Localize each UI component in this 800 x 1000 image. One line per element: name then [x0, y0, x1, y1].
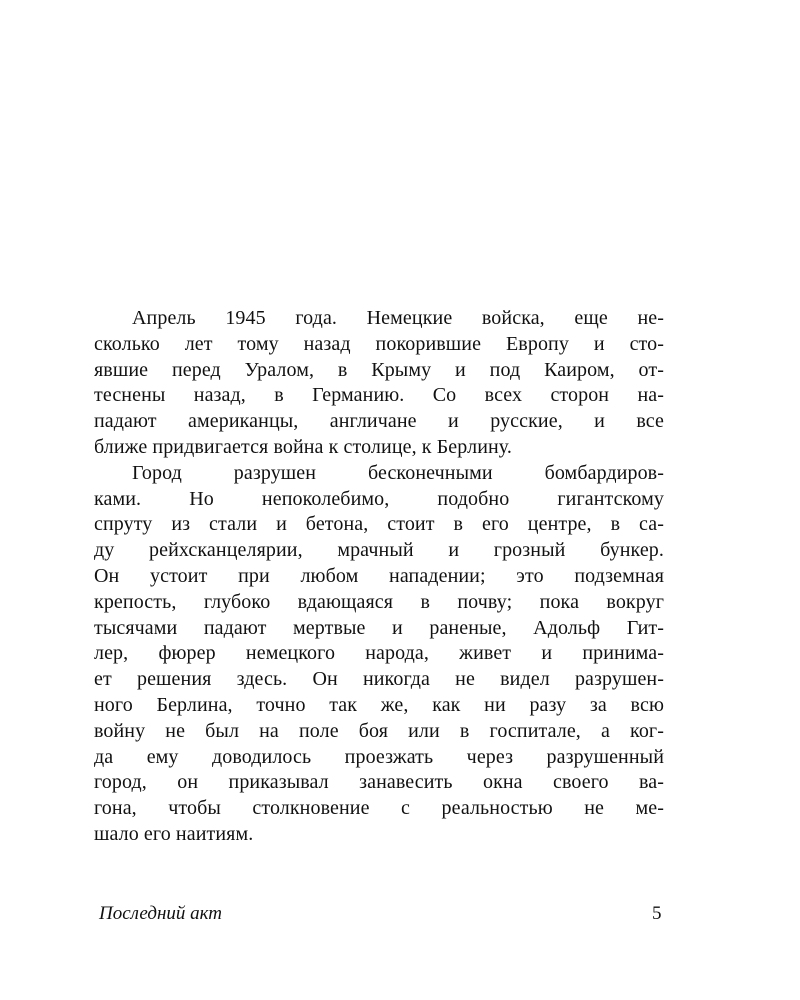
text-line: тысячами падают мертвые и раненые, Адольф Гит- — [94, 616, 664, 639]
text-line: ками. Но непоколебимо, подобно гигантскому — [94, 487, 664, 510]
text-line: ного Берлина, точно так же, как ни разу за всю — [94, 693, 664, 716]
text-line: да ему доводилось проезжать через разрушенный — [94, 745, 664, 768]
text-line: спруту из стали и бетона, стоит в его центре, в са- — [94, 513, 664, 536]
text-line: шало его наитиям. — [94, 822, 254, 845]
text-line: теснены назад, в Германию. Со всех сторон на- — [94, 384, 664, 407]
text-line: гона, чтобы столкновение с реальностью не ме- — [94, 797, 664, 820]
text-line: явшие перед Уралом, в Крыму и под Каиром, от- — [94, 358, 664, 381]
text-line: падают американцы, англичане и русские, и все — [94, 410, 664, 433]
text-line: крепость, глубоко вдающаяся в почву; пока вокруг — [94, 590, 664, 613]
text-line: Он устоит при любом нападении; это подземная — [94, 564, 664, 587]
body-text — [94, 306, 664, 848]
text-line: лер, фюрер немецкого народа, живет и принима- — [94, 642, 664, 665]
text-line: ду рейхсканцелярии, мрачный и грозный бункер. — [94, 539, 664, 562]
text-line: Город разрушен бесконечными бомбардиров- — [132, 461, 664, 484]
text-line: ближе придвигается война к столице, к Берлину. — [94, 435, 512, 458]
text-line: сколько лет тому назад покорившие Европу и сто- — [94, 332, 664, 355]
text-line: Апрель 1945 года. Немецкие войска, еще не- — [132, 307, 664, 329]
running-footer-title: Последний акт — [99, 903, 223, 924]
text-line: войну не был на поле боя или в госпитале, а ког- — [94, 719, 664, 742]
page-number: 5 — [652, 903, 662, 924]
text-line: ет решения здесь. Он никогда не видел разрушен- — [94, 668, 664, 691]
text-line: город, он приказывал занавесить окна своего ва- — [94, 771, 664, 794]
